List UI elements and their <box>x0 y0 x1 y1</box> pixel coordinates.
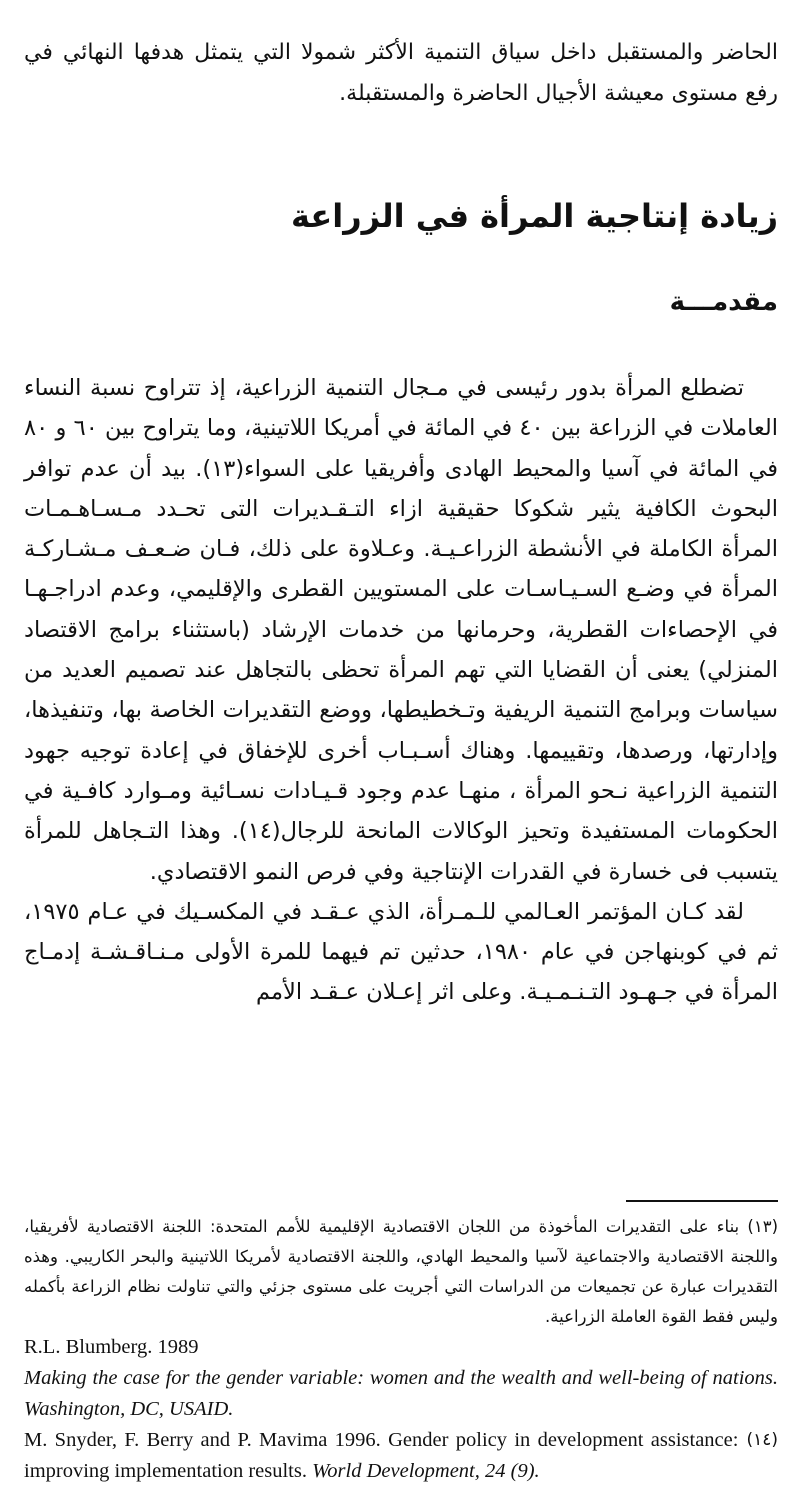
footnote-14 <box>24 1425 778 1487</box>
body-paragraph-2: لقد كـان المؤتمر العـالمي للـمـرأة، الذي عـقـد في المكسـيك في عـام ١٩٧٥، ثم في كوبنهاجن في عام ١٩٨٠، حدثين تم فيهما للمرة الأولى مـنـاقـشـة إدمـاج المرأة في جـهـود التـنـمـيـة. وعلى اثر إعـلان عـقـد الأمم <box>24 898 778 1006</box>
section-title: زيادة إنتاجية المرأة في الزراعة <box>291 197 778 235</box>
footnote-divider <box>626 1200 778 1202</box>
footnote-13-citation <box>24 1332 778 1425</box>
footnote-14-number: (١٤) <box>746 1430 778 1450</box>
footnote-13-author: R.L. Blumberg. 1989 <box>24 1336 199 1358</box>
footnote-14-text: M. Snyder, F. Berry and P. Mavima 1996. Gender policy in development assistance: improving implementation results. <box>24 1429 739 1482</box>
footnote-14-journal: World Development, 24 (9). <box>312 1460 540 1482</box>
intro-paragraph: الحاضر والمستقبل داخل سياق التنمية الأكثر شمولا التي يتمثل هدفها النهائي في رفع مستوى معيشة الأجيال الحاضرة والمستقبلة. <box>24 40 778 106</box>
subsection-title: مقدمـــة <box>669 287 778 317</box>
body-paragraph-1: تضطلع المرأة بدور رئيسى في مـجال التنمية الزراعية، إذ تتراوح نسبة النساء العاملات في الزراعة بين ٤٠ في المائة في أمريكا اللاتينية، وما يتراوح بين ٦٠ و ٨٠ في المائة في آسيا والمحيط الهادى وأفريقيا على السواء(١٣). بيد أن عدم توافر البحوث الكافية يثير شكوكا حقيقية ازاء التـقـديرات التى تحـدد مـسـاهـمـات المرأة الكاملة في الأنشطة الزراعـيـة. وعـلاوة على ذلك، فـان ضـعـف مـشـاركـة المرأة في وضـع السـيـاسـات على المستويين القطرى والإقليمي، وعدم ادراجـهـا في الإحصاءات القطرية، وحرمانها من خدمات الإرشاد (باستثناء برامج الاقتصاد المنزلي) يعنى أن القضايا التي تهم المرأة تحظى بالتجاهل عند تصميم العديد من سياسات وبرامج التنمية الريفية وتـخطيطها، ووضع التقديرات الخاصة بها، وتنفيذها، وإدارتها، ورصدها، وتقييمها. وهناك أسـبـاب أخرى للإخفاق في إعادة توجيه جهود التنمية الزراعية نـحو المرأة ، منهـا عدم وجود قـيـادات نسـائية ومـوارد كافـية في الحكومات المستفيدة وتحيز الوكالات المانحة للرجال(١٤). وهذا التـجاهل للمرأة يتسبب فى خسارة في القدرات الإنتاجية وفي فرص النمو الاقتصادي. <box>24 375 779 885</box>
footnote-13-title: Making the case for the gender variable: women and the wealth and well-being of nations. Washington, DC, USAID. <box>24 1367 778 1420</box>
footnotes <box>24 1212 778 1487</box>
body-text <box>24 368 778 1013</box>
footnote-13-arabic: (١٣) بناء على التقديرات المأخوذة من اللجان الاقتصادية الإقليمية للأمم المتحدة: اللجنة الاقتصادية لأفريقيا، واللجنة الاقتصادية والاجتماعية لآسيا والمحيط الهادي، واللجنة الاقتصادية لأمريكا اللاتينية والبحر الكاريبي. وهذه التقديرات عبارة عن تجميعات من الدراسات التي أجريت على مستوى جزئي والتي تناولت نظام الزراعة بأكمله وليس فقط القوة العاملة الزراعية. <box>24 1217 778 1326</box>
document-page <box>24 0 778 1505</box>
